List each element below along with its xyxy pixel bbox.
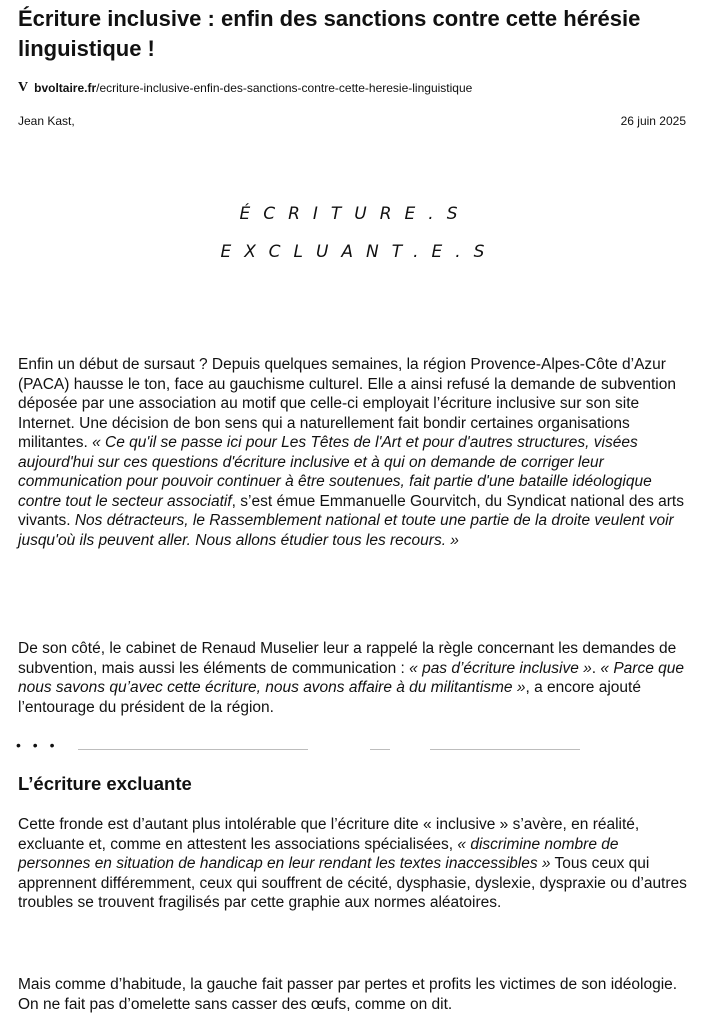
article-image [0,190,702,280]
paragraph-2-quote-b: « Parce que nous savons qu’avec cette écriture, nous avons affaire à du militantisme » [18,659,685,696]
section-heading: L’écriture excluante [18,773,192,794]
paragraph-3 [18,815,690,913]
boulevard-voltaire-logo-icon: V [18,80,29,95]
paragraph-3-text-b: Tous ceux qui apprennent différemment, ceux qui souffrent de cécité, dysphasie, dyslexie, dyspraxie ou d’autres troubles se trouvent fragilisés par cette graphie aux normes aléatoires. [18,855,687,911]
paragraph-3-text-a: Cette fronde est d’autant plus intolérable que l’écriture dite « inclusive » s’avère, en réalité, excluante et, comme en attestent les associations spécialisées, [18,816,640,853]
paragraph-1-quote-a: « Ce qu'il se passe ici pour Les Têtes de l'Art et pour d'autres structures, visées aujourd'hui sur ces questions d'écriture inclusive et à qui on demande de corriger leur communication pour pouvoir continuer à être soutenues, fait partie d'une bataille idéologique contre tout le secteur associatif [18,434,652,510]
source-url[interactable] [18,80,688,96]
source-path: /ecriture-inclusive-enfin-des-sanctions-contre-cette-heresie-linguistique [96,81,473,95]
paragraph-2-quote-a: « pas d’écriture inclusive » [409,659,592,677]
separator-dots: • • • [16,737,59,753]
scan-line-1 [78,749,308,750]
scan-line-3 [430,749,580,750]
paragraph-4 [18,975,690,1014]
source-domain: bvoltaire.fr [34,81,97,95]
paragraph-1-text-b: , s’est émue Emmanuelle Gourvitch, du Syndicat national des arts vivants. [18,492,684,529]
paragraph-2 [18,639,690,717]
scan-line-2 [370,749,390,750]
article-title: Écriture inclusive : enfin des sanctions contre cette hérésie linguistique ! [18,6,641,61]
paragraph-2-text-b: . [591,659,601,677]
paragraph-2-text-a: De son côté, le cabinet de Renaud Muselier leur a rappelé la règle concernant les demandes de subvention, mais aussi les éléments de communication : [18,640,677,677]
paragraph-4-text: Mais comme d’habitude, la gauche fait passer par pertes et profits les victimes de son idéologie. On ne fait pas d’omelette sans casser des œufs, comme on dit. [18,976,678,1013]
paragraph-1-text-a: Enfin un début de sursaut ? Depuis quelques semaines, la région Provence-Alpes-Côte d’Azur (PACA) hausse le ton, face au gauchisme culturel. Elle a ainsi refusé la demande de subvention déposée par une association au motif que celle-ci employait l’écriture inclusive sur son site Internet. Une décision de bon sens qui a naturellement fait bondir certaines organisations militantes. [18,356,676,451]
paragraph-1 [18,355,690,550]
paragraph-1-quote-b: Nos détracteurs, le Rassemblement national et toute une partie de la droite veulent voir jusqu'où ils peuvent aller. Nous allons étudier tous les recours. » [18,512,674,549]
byline [18,113,686,129]
author: Jean Kast, [18,114,75,128]
publish-date: 26 juin 2025 [620,114,686,128]
image-text-line-2: EXCLUANT.E.S [220,242,498,262]
paragraph-2-text-c: , a encore ajouté l’entourage du président de la région. [18,679,641,716]
paragraph-3-quote-a: « discrimine nombre de personnes en situation de handicap en leur rendant les textes inaccessibles » [18,835,619,872]
image-text-line-1: ÉCRITURE.S [239,204,471,224]
